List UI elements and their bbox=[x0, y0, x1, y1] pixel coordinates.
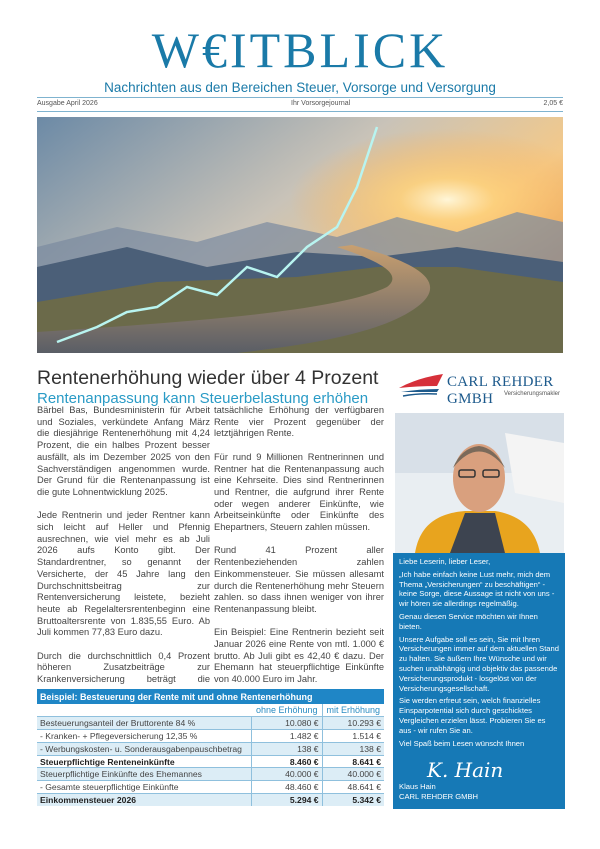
article-column-right bbox=[214, 405, 384, 698]
table-cell-value: 1.514 € bbox=[322, 730, 384, 743]
table-cell-value: 138 € bbox=[322, 742, 384, 755]
signer-company: CARL REHDER GMBH bbox=[399, 792, 479, 802]
paragraph: Durch die durchschnittlich 0,4 Prozent höheren Zusatzbeiträge zur Krankenversicherung beträgt die bbox=[37, 650, 210, 685]
letter-paragraph: Viel Spaß beim Lesen wünscht Ihnen bbox=[399, 738, 525, 748]
ship-icon bbox=[397, 372, 445, 398]
paragraph: Für rund 9 Millionen Rentnerinnen und Rentner hat die Rentenanpassung auch eine Kehrseite. Dies sind Rentnerinnen und Rentner, die aufgrund ihrer Rente oder wegen anderer Einkünfte, wie Arbeitseinkünfte oder Einkünfte des Ehepartners, Steuern zahlen müssen. bbox=[214, 451, 384, 533]
issue-bar bbox=[37, 100, 563, 107]
letter-paragraph: Unsere Aufgabe soll es sein, Sie mit Ihren Versicherungen immer auf dem aktuellen Stand zu halten. Sie äußern Ihre Wünsche und wir suchen unabhängig und objektiv das passende Versicherungsprodukt - losgelöst von der Versicherungsgesellschaft. bbox=[399, 634, 559, 693]
table-row-label: - Kranken- + Pflegeversicherung 12,35 % bbox=[37, 730, 252, 743]
paragraph: Rund 41 Prozent aller Rentenbeziehenden zahlen Einkommensteuer. Sie müssen allesamt durch die Rentenerhöhung mehr Steuern zahlen. so dass ihnen weniger von ihrer Rentenanpassung bleibt. bbox=[214, 545, 384, 614]
logo-name: CARL REHDER GMBH bbox=[447, 374, 554, 407]
table-row-label: Steuerpflichtige Einkünfte des Ehemannes bbox=[37, 768, 252, 781]
table-row bbox=[37, 768, 384, 781]
signer-name: Klaus Hain bbox=[399, 782, 436, 792]
logo-tagline: Versicherungsmakler bbox=[503, 391, 560, 397]
table-cell-value: 48.641 € bbox=[322, 781, 384, 794]
table-row bbox=[37, 755, 384, 768]
masthead-subtitle: Nachrichten aus den Bereichen Steuer, Vorsorge und Versorgung bbox=[104, 80, 496, 95]
portrait-photo bbox=[395, 413, 564, 553]
table-cell-value: 10.080 € bbox=[252, 717, 322, 730]
table-cell-value: 8.641 € bbox=[322, 755, 384, 768]
divider bbox=[37, 97, 563, 98]
letter-paragraph: Sie werden erfreut sein, welch finanzielles Einsparpotential sich durch geschicktes Vergleichen erzielen lässt. Probieren Sie es aus - wir rufen Sie an. bbox=[399, 696, 546, 735]
table-row bbox=[37, 730, 384, 743]
table-title: Beispiel: Besteuerung der Rente mit und ohne Rentenerhöhung bbox=[37, 689, 384, 704]
table-cell-value: 138 € bbox=[252, 742, 322, 755]
table-row-label: Einkommensteuer 2026 bbox=[37, 794, 252, 807]
price-label: 2,05 € bbox=[543, 100, 563, 107]
article-subheadline: Rentenanpassung kann Steuerbelastung erhöhen bbox=[37, 390, 369, 407]
table-row-label: - Werbungskosten- u. Sonderausgabenpauschbetrag bbox=[37, 742, 252, 755]
table-row-label: - Gesamte steuerpflichtige Einkünfte bbox=[37, 781, 252, 794]
masthead-title: W€ITBLICK bbox=[151, 22, 449, 78]
table-row bbox=[37, 742, 384, 755]
editor-letter bbox=[393, 553, 565, 809]
column-header: mit Erhöhung bbox=[322, 704, 384, 717]
paragraph: Jede Rentnerin und jeder Rentner kann sich leicht auf Heller und Pfennig ausrechnen, wie viel mehr es ab Juli 2026 aufs Konto gibt. Der Standardrentner, so genannt der Versicherte, der 45 Jahre lang den Durchschnittsbeitrag zur Rentenversicherung leistete, bezieht heute ab Regelaltersrentenbeginn eine Bruttoaltersrente von 1.835,55 Euro. Ab Juli kommen 77,83 Euro dazu. bbox=[37, 510, 210, 638]
paragraph: Ein Beispiel: Eine Rentnerin bezieht seit Januar 2026 eine Rente von mtl. 1.000 € brutto. Ab Juli gibt es 42,40 € dazu. Der Ehemann hat steuerpflichtige Einkünfte von 40.000 Euro im Jahr. bbox=[214, 627, 384, 685]
table-cell-value: 8.460 € bbox=[252, 755, 322, 768]
article-column-left bbox=[37, 405, 210, 698]
table-cell-value: 5.342 € bbox=[322, 794, 384, 807]
hero-image bbox=[37, 117, 563, 353]
column-header: ohne Erhöhung bbox=[255, 705, 318, 716]
letter-paragraph: „Ich habe einfach keine Lust mehr, mich dem Thema „Versicherungen“ zu beschäftigen“ - keine Sorge, diese Aussage ist nicht von uns - wir hören sie allerdings regelmäßig. bbox=[399, 569, 555, 609]
paragraph: Bärbel Bas, Bundesministerin für Arbeit und Soziales, verkündete Anfang März die diesjährige Rentenerhöhung mit 4,24 Prozent, die ein halbes Prozent besser ausfällt, als im Dezember 2025 von den Sachverständigen angenommen wurde. Der Grund für die Rentenanpassung ist die gute Lohnentwicklung 2025. bbox=[37, 405, 210, 497]
signature: K. Hain bbox=[427, 758, 504, 783]
table-cell-value: 40.000 € bbox=[322, 768, 384, 781]
article-headline: Rentenerhöhung wieder über 4 Prozent bbox=[37, 367, 379, 389]
table-cell-value: 1.482 € bbox=[252, 730, 322, 743]
table-cell-value: 40.000 € bbox=[252, 768, 322, 781]
issue-label: Ausgabe April 2026 bbox=[37, 100, 98, 107]
table-cell-value: 10.293 € bbox=[322, 717, 384, 730]
table-row bbox=[37, 717, 384, 730]
table-row-label: Besteuerungsanteil der Bruttorente 84 % bbox=[37, 717, 252, 730]
journal-label: Ihr Vorsorgejournal bbox=[291, 100, 351, 107]
tax-example-table bbox=[37, 689, 384, 806]
paragraph: tatsächliche Erhöhung der verfügbaren Rente vier Prozent gegenüber der letztjährigen Rente. bbox=[214, 405, 384, 439]
table-row-label: Steuerpflichtige Renteneinkünfte bbox=[37, 755, 252, 768]
table-row bbox=[37, 781, 384, 794]
table-cell-value: 5.294 € bbox=[252, 794, 322, 807]
divider bbox=[37, 111, 563, 112]
table-cell-value: 48.460 € bbox=[252, 781, 322, 794]
table-row bbox=[37, 794, 384, 807]
letter-paragraph: Genau diesen Service möchten wir Ihnen bieten. bbox=[399, 611, 538, 631]
letter-paragraph: Liebe Leserin, lieber Leser, bbox=[399, 557, 491, 566]
company-logo bbox=[395, 370, 565, 407]
